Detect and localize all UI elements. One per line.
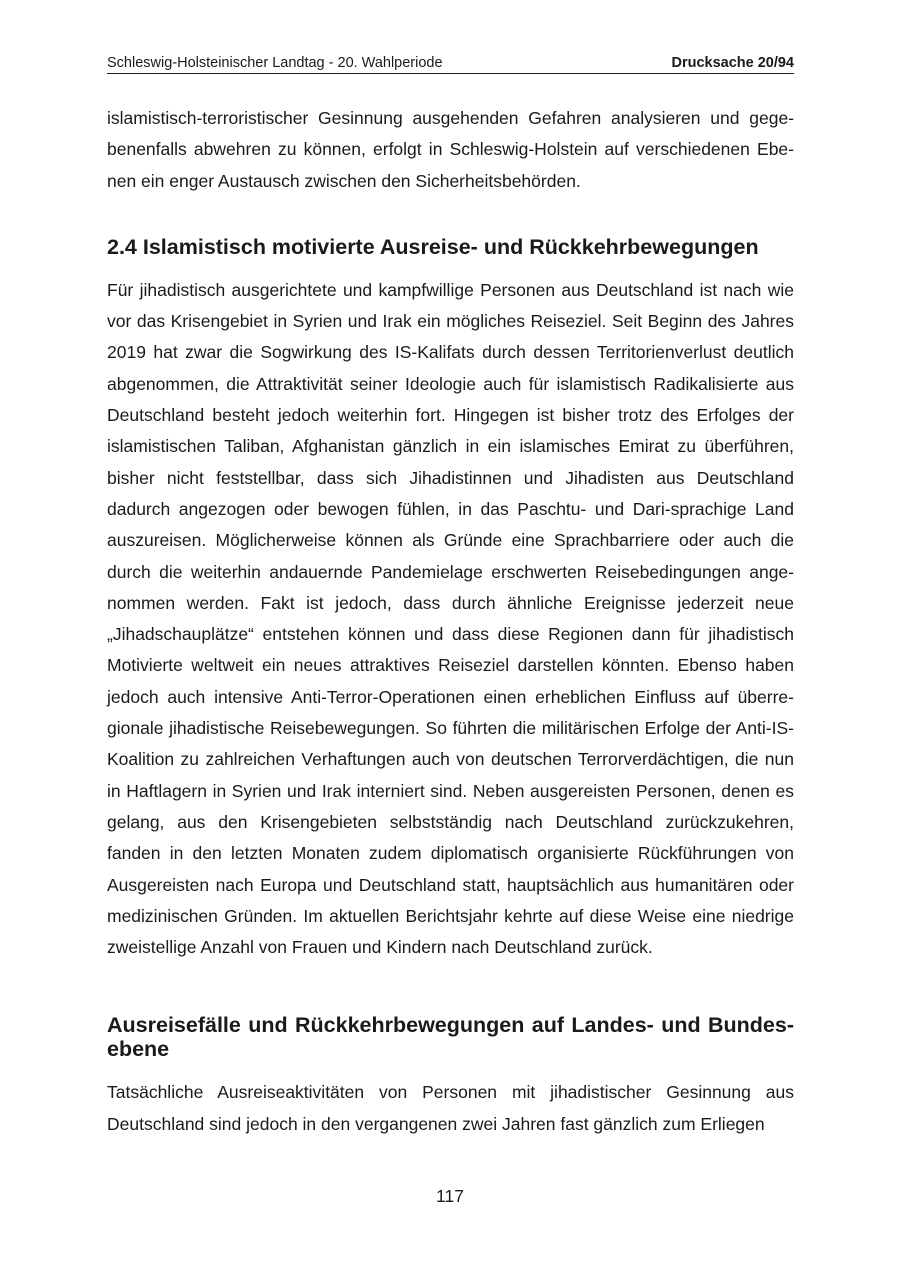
page-number: 117 [436,1186,464,1206]
main-paragraph: Für jihadistisch ausgerichtete und kampfwillige Personen aus Deutschland ist nach wie vor das Krisengebiet in Syrien und Irak ein mögliches Reiseziel. Seit Beginn des Jahres 2019 hat zwar die Sogwirkung des IS-Kalifats durch dessen Territorienverlust deutlich abgenommen, die Attraktivität seiner Ideologie auch für islamistisch Radikalisierte aus Deutschland besteht jedoch weiterhin fort. Hingegen ist bisher trotz des Erfolges der islamistischen Taliban, Afghanistan gänzlich in ein islamisches Emirat zu überführen, bisher nicht feststellbar, dass sich Jihadistinnen und Jihadisten aus Deutschland dadurch angezogen oder bewogen fühlen, in das Paschtu- und Dari-sprachige Land auszureisen. Möglicherweise können als Gründe eine Sprachbarriere oder auch die durch die weiterhin andauernde Pandemielage erschwerten Reisebedingungen angenommen werden. Fakt ist jedoch, dass durch ähnliche Ereignisse jederzeit neue „Jihadschauplätze“ entstehen können und dass diese Regionen dann für jihadistisch Motivierte weltweit ein neues attraktives Reiseziel darstellen könnten. Ebenso haben jedoch auch intensive Anti-Terror-Operationen einen erheblichen Einfluss auf überregionale jihadistische Reisebewegungen. So führten die militärischen Erfolge der Anti-IS-Koalition zu zahlreichen Verhaftungen auch von deutschen Terrorverdächtigen, die nun in Haftlagern in Syrien und Irak interniert sind. Neben ausgereisten Personen, denen es gelang, aus den Krisengebieten selbstständig nach Deutschland zurückzukehren, fanden in den letzten Monaten zudem diplomatisch organisierte Rückführungen von Ausgereisten nach Europa und Deutschland statt, hauptsächlich aus humanitären oder medizinischen Gründen. Im aktuellen Berichtsjahr kehrte auf diese Weise eine niedrige zweistellige Anzahl von Frauen und Kindern nach Deutschland zurück. [107,279,794,958]
subsection-heading: Ausreisefälle und Rückkehrbewegungen auf Landes- und Bundesebene [107,1013,794,1062]
intro-paragraph: islamistisch-terroristischer Gesinnung ausgehenden Gefahren analysieren und gegebenenfalls abwehren zu können, erfolgt in Schleswig-Holstein auf verschiedenen Ebenen ein enger Austausch zwischen den Sicherheitsbehörden. [107,108,794,191]
last-paragraph: Tatsächliche Ausreiseaktivitäten von Personen mit jihadistischer Gesinnung aus Deutschland sind jedoch in den vergangenen zwei Jahren fast gänzlich zum Erliegen [107,1082,794,1134]
section-heading: 2.4 Islamistisch motivierte Ausreise- und Rückkehrbewegungen [107,234,759,259]
document-body [107,103,794,1140]
header-document-title: Schleswig-Holsteinischer Landtag - 20. Wahlperiode [107,55,443,71]
page-header [107,54,794,74]
header-printed-matter-number: Drucksache 20/94 [671,55,794,71]
